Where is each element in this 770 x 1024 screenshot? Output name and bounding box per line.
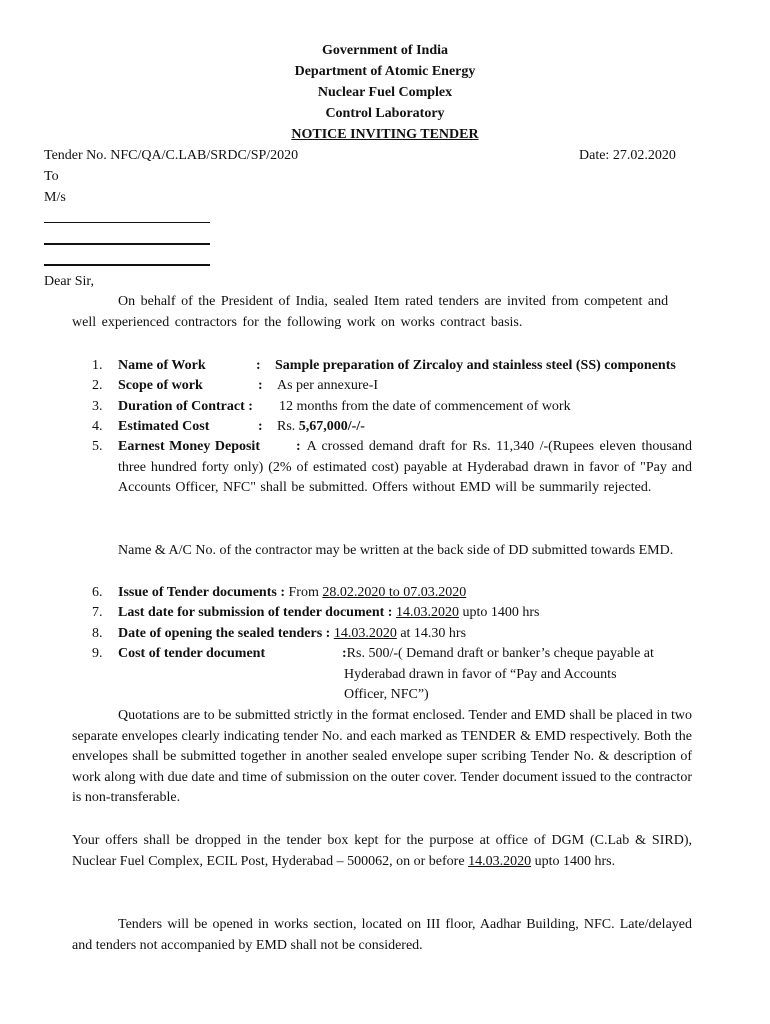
item-number: 4.: [92, 419, 103, 434]
offers-text: Your offers shall be dropped in the tender box kept for the purpose at office of DGM (C.Lab & SIRD), Nuclear Fuel Complex, ECIL Post, Hyderabad – 500062, on or before: [72, 833, 692, 869]
item-number: 2.: [92, 378, 103, 393]
item-number: 5.: [92, 439, 103, 454]
ms-label: M/s: [44, 190, 66, 205]
item-number: 8.: [92, 626, 103, 641]
header-complex: Nuclear Fuel Complex: [317, 85, 453, 100]
issue-from: From: [288, 585, 319, 600]
tender-number: Tender No. NFC/QA/C.LAB/SRDC/SP/2020: [44, 148, 299, 163]
offers-time: upto 1400 hrs.: [531, 853, 616, 869]
letterhead: [0, 40, 770, 145]
intro-paragraph: On behalf of the President of India, sealed Item rated tenders are invited from competent and well experienced contractors for the following work on works contract basis.: [72, 294, 669, 330]
item-number: 6.: [92, 585, 103, 600]
address-blank-line-2: [44, 243, 210, 245]
salutation: Dear Sir,: [44, 274, 94, 289]
issue-label: Issue of Tender documents :: [118, 585, 285, 600]
estimated-cost-label: Estimated Cost: [118, 419, 210, 434]
emd-label: Earnest Money Deposit: [118, 439, 260, 454]
scope-value: As per annexure-I: [277, 378, 379, 393]
quotations-paragraph: Quotations are to be submitted strictly in the format enclosed. Tender and EMD shall be placed in two separate envelopes clearly indicating tender No. and each marked as TENDER & EMD respectively. Both the envelopes shall be submitted together in another sealed envelope super scribing Tender No. & description of work along with due date and time of submission on the outer cover. Tender document issued to the contractor is non-transferable.: [72, 708, 692, 805]
address-blank-line-3: [44, 264, 210, 266]
separator: :: [296, 439, 301, 454]
notice-date: Date: 27.02.2020: [579, 148, 676, 163]
emd-note-text: Name & A/C No. of the contractor may be written at the back side of DD submitted towards EMD.: [118, 543, 674, 558]
name-of-work-value: Sample preparation of Zircaloy and stainless steel (SS) components: [275, 358, 676, 373]
header-laboratory: Control Laboratory: [325, 106, 445, 121]
separator: :: [258, 378, 263, 393]
document-cost-line-1: Rs. 500/-( Demand draft or banker’s cheque payable at: [346, 646, 654, 661]
item-number: 3.: [92, 399, 103, 414]
offers-paragraph: [72, 831, 692, 872]
opening-paragraph: Tenders will be opened in works section, located on III floor, Aadhar Building, NFC. Late/delayed and tenders not accompanied by EMD shall not be considered.: [72, 917, 692, 953]
document-cost-line-2: Hyderabad drawn in favor of “Pay and Accounts: [344, 667, 617, 682]
issue-dates: 28.02.2020 to 07.03.2020: [322, 585, 467, 600]
item-number: 1.: [92, 358, 103, 373]
duration-label: Duration of Contract :: [118, 399, 253, 414]
offers-date: 14.03.2020: [468, 853, 532, 869]
estimated-cost-value: 5,67,000/-/-: [298, 419, 365, 434]
item-number: 9.: [92, 646, 103, 661]
cost-prefix: Rs.: [277, 419, 299, 434]
scope-label: Scope of work: [118, 378, 203, 393]
to-label: To: [44, 169, 59, 184]
opening-time: at 14.30 hrs: [400, 626, 467, 641]
emd-text: A crossed demand draft for Rs. 11,340 /-(Rupees eleven thousand three hundred forty only) (2% of estimated cost) payable at Hyderabad drawn in favor of "Pay and Accounts Officer, NFC" shall be submitted. Offers without EMD will be summarily rejected.: [118, 439, 692, 495]
header-department: Department of Atomic Energy: [294, 64, 476, 79]
separator: :: [258, 419, 263, 434]
separator: :: [256, 358, 261, 373]
separator: :: [342, 646, 347, 661]
opening-date-label: Date of opening the sealed tenders :: [118, 626, 331, 641]
header-government: Government of India: [322, 43, 448, 58]
last-date-label: Last date for submission of tender document :: [118, 605, 393, 620]
notice-title: NOTICE INVITING TENDER: [291, 127, 479, 142]
last-date-time: upto 1400 hrs: [462, 605, 540, 620]
name-of-work-label: Name of Work: [118, 358, 206, 373]
last-date-value: 14.03.2020: [395, 605, 459, 620]
document-cost-line-3: Officer, NFC”): [344, 687, 429, 702]
document-cost-label: Cost of tender document: [118, 646, 266, 661]
duration-value: 12 months from the date of commencement of work: [279, 399, 571, 414]
address-blank-line-1: [44, 222, 210, 223]
opening-date-value: 14.03.2020: [333, 626, 397, 641]
item-number: 7.: [92, 605, 103, 620]
